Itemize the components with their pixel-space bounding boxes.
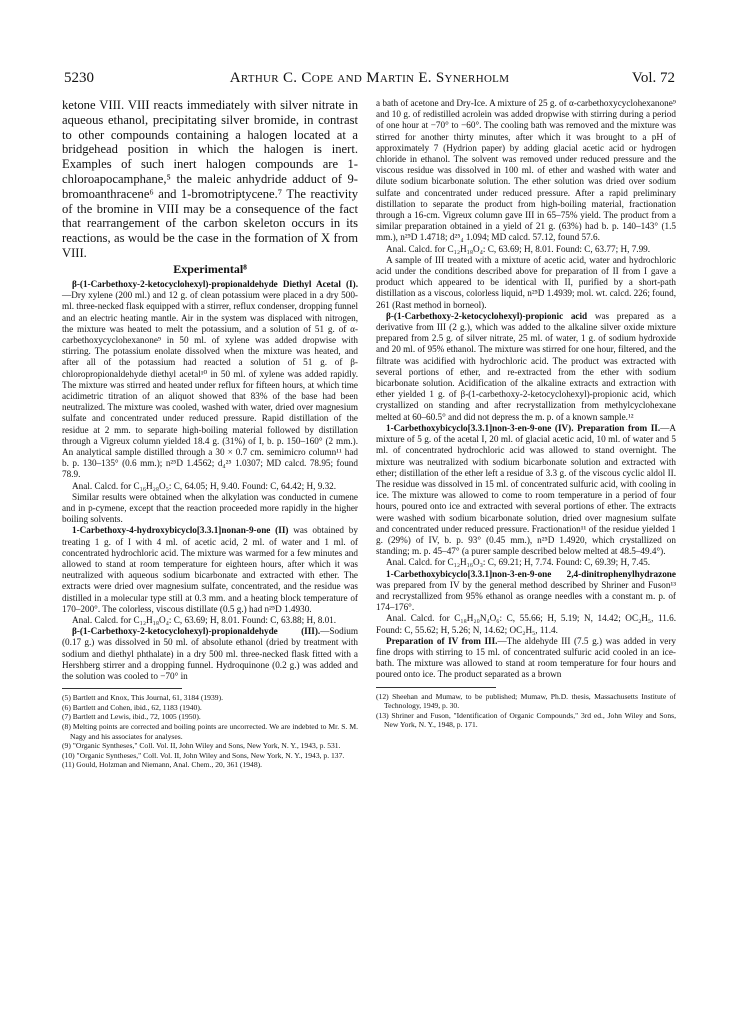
paragraph: [376, 423, 676, 557]
analysis-line: Anal. Calcd. for C₁₂H₁₈O₄: C, 63.69; H, 8.01. Found: C, 63.77; H, 7.99.: [386, 243, 651, 254]
footnote-divider: [62, 688, 182, 689]
paragraph: A sample of III treated with a mixture of acetic acid, water and hydrochloric acid under the conditions described above for preparation of II from I gave a product which appeared to be identical with II, purified by a short-path distillation as a viscous, colorless liquid, n²⁵D 1.4939; mol. wt. calcd. 226; found, 261 (Rast method in borneol).: [376, 254, 676, 310]
paragraph-text: —Dry xylene (200 ml.) and 12 g. of clean potassium were placed in a dry 500-ml. three-necked flask equipped with a stirrer, reflux condenser, dropping funnel and an electric heating mantle. Air in the system was displaced with nitrogen, the mixture was heated to melt the potassium, and a solution of 51 g. of α-carbethoxycyclohexanone⁹ in 50 ml. of xylene was added dropwise with stirring. The potassium enolate dissolved when the mixture was heated, and after all of the potassium had reacted a solution of 51 g. of β-chloropropionaldehyde diethyl acetal¹⁰ in 50 ml. of xylene was added rapidly. The mixture was stirred and heated under reflux for fifteen hours, at which time acidimetric titration of an aliquot showed that 83% of the base had been neutralized. The mixture was cooled, washed with water, dried over magnesium sulfate and concentrated under reduced pressure. Rapid distillation of the residue at 2 mm. to separate high-boiling material followed by distillation through a Vigreux column yielded 18.4 g. (31%) of I, b. p. 150–160° (2 mm.). An analytical sample distilled through a 30 × 0.7 cm. semimicro column¹¹ had b. p. 130–135° (0.6 mm.); n²⁵D 1.4562; d₄²⁵ 1.0307; MD calcd. 78.95; found 78.9.: [62, 290, 358, 480]
footnote: (10) "Organic Syntheses," Coll. Vol. II, John Wiley and Sons, New York, N. Y., 1943, p. 137.: [62, 750, 345, 760]
analysis-line: Anal. Calcd. for C₁₂H₁₆O₃: C, 69.21; H, 7.74. Found: C, 69.39; H, 7.45.: [386, 557, 651, 568]
footnote: (12) Sheehan and Mumaw, to be published; Mumaw, Ph.D. thesis, Massachusetts Institute of Technology, 1949, p. 30.: [376, 691, 676, 711]
paragraph-text: was prepared as a derivative from III (2 g.), which was added to the alkaline silver oxide mixture prepared from 2.5 g. of silver nitrate, 25 ml. of water, 1 g. of sodium hydroxide and 20 ml. of 95% ethanol. The mixture was stirred for one hour, filtered, and the filtrate was acidified with hydrochloric acid. The product was extracted with several portions of ether, and re-extracted from the ether with sodium bicarbonate solution. Acidification of the alkaline extracts and extraction with ether yielded 1 g. of β-(1-carbethoxy-2-ketocyclohexyl)-propionic acid, which crystallized on standing and after recrystallization from methylcyclohexane melted at 60–60.5° and did not depress the m. p. of a known sample.¹²: [376, 310, 676, 422]
paragraph-text: —A mixture of 5 g. of the acetal I, 20 ml. of glacial acetic acid, 10 ml. of water and 5 ml. of concentrated hydrochloric acid was allowed to stand overnight. The mixture was neutralized with sodium bicarbonate solution and extracted with ether; distillation of the ether left a residue of 3.3 g. of the viscous cyclic aldol II. The residue was dissolved in 15 ml. of concentrated sulfuric acid, with cooling in ice. The mixture was allowed to come to room temperature in a period of four hours, poured onto ice and extracted with several portions of ether. The extracts were washed with sodium bicarbonate solution, dried over magnesium sulfate and concentrated under reduced pressure. Fractionation¹¹ of the residue yielded 1 g. (29%) of IV, b. p. 93° (0.45 mm.), n²⁵D 1.4920, which crystallized on standing; m. p. 45–47° (a purer sample described below melted at 48.5–49.4°).: [376, 422, 676, 557]
compound-title: 1-Carbethoxy-4-hydroxybicyclo[3.3.1]nonan-9-one (II): [72, 525, 289, 536]
paragraph: [376, 636, 676, 681]
compound-title: Preparation of IV from III.: [386, 635, 498, 646]
compound-title: β-(1-Carbethoxy-2-ketocyclohexyl)-propionic acid: [386, 310, 588, 321]
paragraph: [62, 525, 358, 615]
running-title: Arthur C. Cope and Martin E. Synerholm: [229, 70, 510, 86]
paragraph: Similar results were obtained when the alkylation was conducted in cumene and in p-cymene, except that the reaction proceeded more rapidly in the higher boiling solvents.: [62, 491, 358, 525]
paragraph: [62, 626, 358, 682]
footnote: (5) Bartlett and Knox, This Journal, 61, 3184 (1939).: [62, 693, 223, 703]
volume-label: Vol. 72: [631, 70, 675, 86]
paragraph-text: was prepared from IV by the general method described by Shriner and Fuson¹³ and recrystallized from 95% ethanol as orange needles with a constant m. p. of 174–176°.: [376, 579, 676, 613]
footnote-divider: [376, 687, 496, 688]
left-column: [62, 98, 358, 770]
paragraph: [376, 311, 676, 423]
analysis-line: Anal. Calcd. for C₁₂H₁₈O₄: C, 63.69; H, 8.01. Found: C, 63.88; H, 8.01.: [72, 615, 337, 626]
compound-title: β-(1-Carbethoxy-2-ketocyclohexyl)-propionaldehyde (III).: [72, 626, 321, 637]
paragraph: [62, 279, 358, 481]
paragraph-text: was obtained by treating 1 g. of I with 4 ml. of acetic acid, 2 ml. of water and 1 ml. of concentrated hydrochloric acid. The mixture was warmed for a few minutes and allowed to stand at room temperature for eighteen hours, after which it was neutralized with aqueous sodium bicarbonate and extracted with ether. The extracts were dried over magnesium sulfate, concentrated, and the residue was distilled in a molecular type still at 0.3 mm. and a heating block temperature of 170–200°. The colorless, viscous distillate (0.5 g.) had n²⁵D 1.4930.: [62, 525, 358, 614]
footnote: (9) "Organic Syntheses," Coll. Vol. II, John Wiley and Sons, New York, N. Y., 1943, p. 531.: [62, 741, 341, 751]
analysis-line: Anal. Calcd. for C₁₆H₂₈O₅: C, 64.05; H, 9.40. Found: C, 64.42; H, 9.32.: [72, 480, 337, 491]
compound-title: 1-Carbethoxybicyclo[3.3.1]non-3-en-9-one 2,4-dinitrophenylhydrazone: [386, 568, 676, 579]
footnote: (13) Shriner and Fuson, "Identification of Organic Compounds," 3rd ed., John Wiley and Sons, New York, N. Y., 1948, p. 171.: [376, 710, 676, 730]
paragraph-text: —Sodium (0.17 g.) was dissolved in 50 ml. of absolute ethanol (dried by treatment with sodium and diethyl phthalate) in a dry 500 ml. three-necked flask fitted with a Hershberg stirrer and a dropping funnel. Hydroquinone (0.2 g.) was added and the solution was cooled to −70° in: [62, 626, 358, 682]
footnote: (6) Bartlett and Cohen, ibid., 62, 1183 (1940).: [62, 702, 202, 712]
page-number: 5230: [64, 70, 94, 86]
compound-title: 1-Carbethoxybicyclo[3.3.1]non-3-en-9-one (IV). Preparation from II.: [386, 422, 661, 433]
paragraph-text: —The aldehyde III (7.5 g.) was added in very fine drops with stirring to 15 ml. of concentrated sulfuric acid cooled in an ice-bath. The mixture was allowed to stand at room temperature for four hours and poured onto ice. The product separated as a brown: [376, 635, 676, 680]
footnotes: [62, 693, 358, 770]
intro-paragraph: ketone VIII. VIII reacts immediately with silver nitrate in aqueous ethanol, precipitating silver bromide, in contrast to other compounds containing a halogen located at a bridgehead position in which the halogen is inert. Examples of such inert halogen compounds are 1-chloroapocamphane,⁵ the maleic anhydride adduct of 9-bromoanthracene⁶ and 1-bromotriptycene.⁷ The reactivity of the bromine in VIII may be a consequence of the fact that rearrangement of the carbon skeleton occurs in its reactions, as would be the case in the formation of X from VIII.: [62, 98, 358, 260]
footnote: (11) Gould, Holzman and Niemann, Anal. Chem., 20, 361 (1948).: [62, 760, 263, 770]
section-heading: Experimental⁸: [173, 261, 247, 276]
footnote: (8) Melting points are corrected and boiling points are uncorrected. We are indebted to Mr. S. M. Nagy and his associates for analyses.: [62, 722, 358, 741]
footnote: (7) Bartlett and Lewis, ibid., 72, 1005 (1950).: [62, 712, 201, 722]
analysis-line: Anal. Calcd. for C₁₈H₂₀N₄O₆: C, 55.66; H, 5.19; N, 14.42; OC₂H₅, 11.6. Found: C, 55.62; H, 5.26; N, 14.62; OC₂H₅, 11.4.: [376, 613, 676, 635]
running-header: [64, 70, 675, 90]
paragraph: [376, 569, 676, 614]
paragraph: a bath of acetone and Dry-Ice. A mixture of 25 g. of α-carbethoxycyclohexanone⁹ and 10 g. of redistilled acrolein was added dropwise with stirring during a period of one hour at −70° to −60°. The cooling bath was removed and the mixture was stirred for another thirty minutes, after which it was brought to a pH of approximately 7 (Hydrion paper) by adding glacial acetic acid or hydrogen chloride in ethanol. The solvent was removed under reduced pressure and the viscous residue was dissolved in 100 ml. of ether and washed with water and dilute sodium bicarbonate solution. The ether solution was dried over sodium sulfate and concentrated under reduced pressure. After a rapid preliminary distillation to separate the product from high-boiling material, fractionation through a 16-cm. Vigreux column gave III in 65–75% yield. The product from a similar preparation obtained in a yield of 21 g. (63%) had b. p. 140–143° (1.5 mm.), n²⁵D 1.4718; d²⁵₄ 1.094; MD calcd. 57.12, found 57.6.: [376, 98, 676, 243]
compound-title: β-(1-Carbethoxy-2-ketocyclohexyl)-propionaldehyde Diethyl Acetal (I).: [72, 278, 358, 289]
right-column: [376, 98, 676, 730]
footnotes: [376, 692, 676, 730]
